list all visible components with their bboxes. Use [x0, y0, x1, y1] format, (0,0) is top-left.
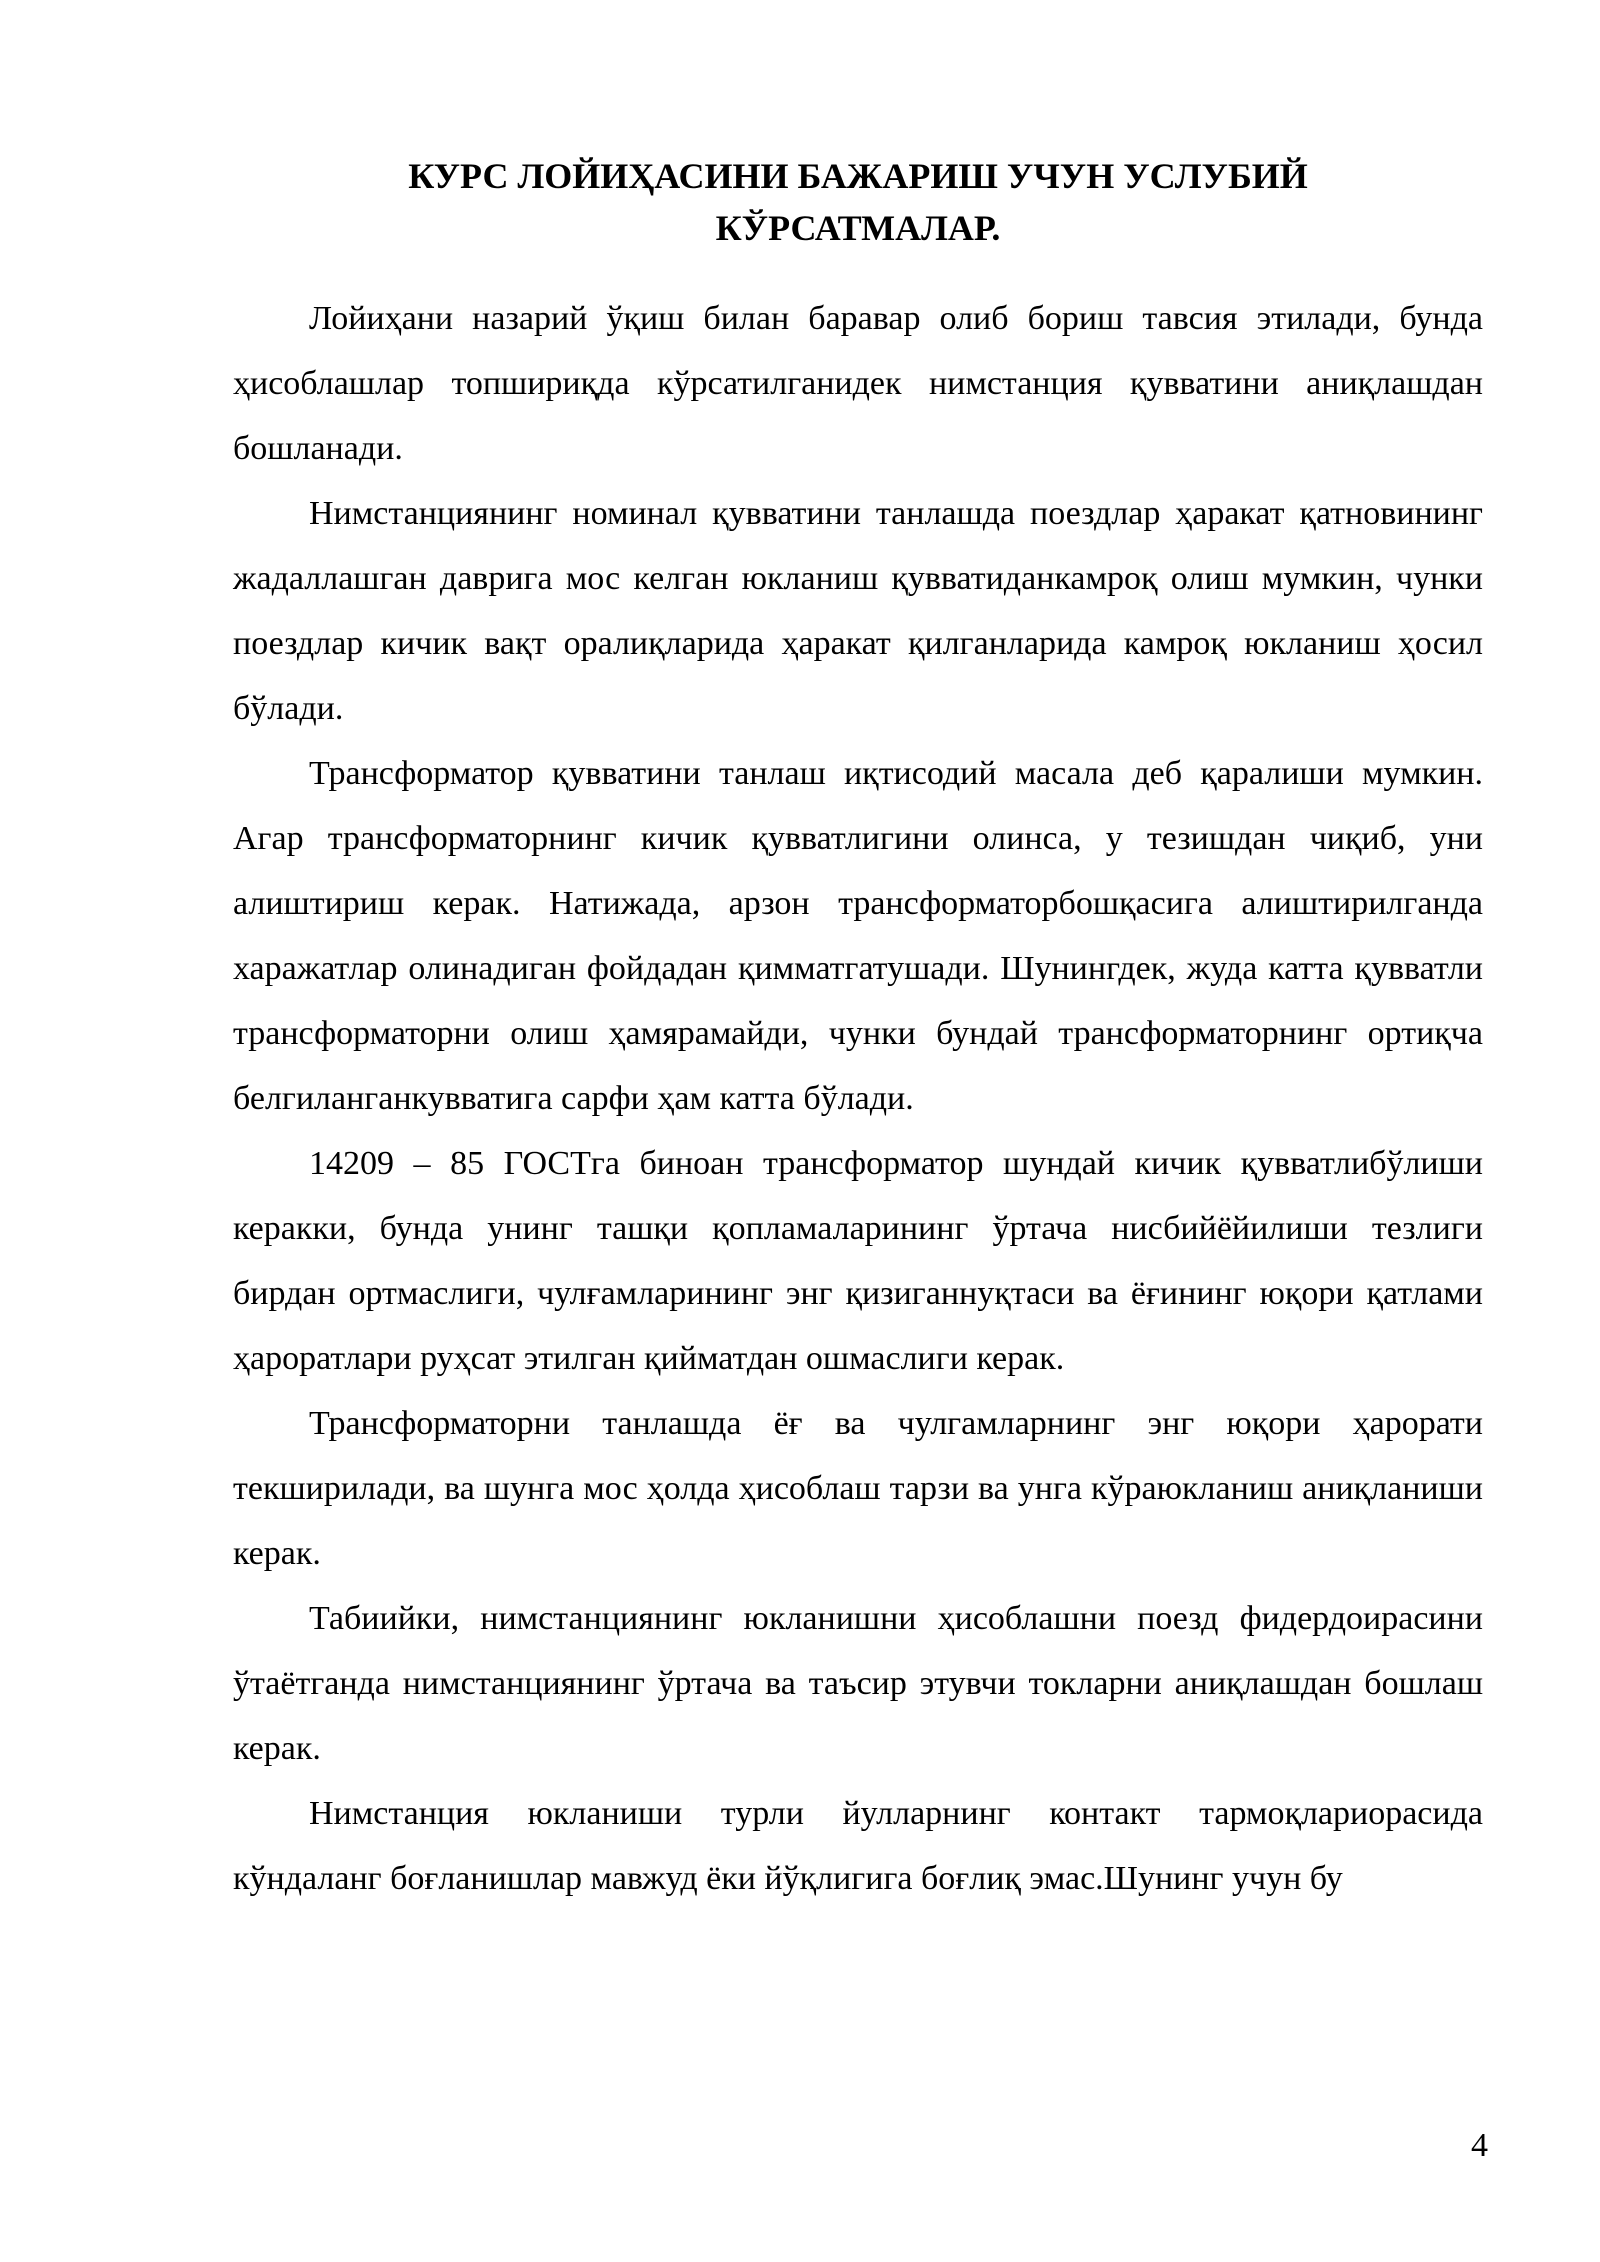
- paragraph-1: Лойиҳани назарий ўқиш билан баравар олиб бориш тавсия этилади, бунда ҳисоблашлар топшириқда кўрсатилганидек нимстанция қувватини аниқлашдан бошланади.: [233, 300, 1483, 467]
- page-number: 4: [1471, 2127, 1488, 2164]
- document-title: [233, 150, 1483, 254]
- paragraph-5: Трансформаторни танлашда ёғ ва чулгамларнинг энг юқори ҳарорати текширилади, ва шунга мос ҳолда ҳисоблаш тарзи ва унга кўраюкланиш аниқланиши керак.: [233, 1405, 1483, 1572]
- document-page: [233, 150, 1483, 1911]
- paragraph-2: Нимстанциянинг номинал қувватини танлашда поездлар ҳаракат қатновининг жадаллашган даврига мос келган юкланиш қувватиданкамроқ олиш мумкин, чунки поездлар кичик вақт оралиқларида ҳаракат қилганларида камроқ юкланиш ҳосил бўлади.: [233, 495, 1483, 727]
- paragraph-6: Табиийки, нимстанциянинг юкланишни ҳисоблашни поезд фидердоирасини ўтаётганда нимстанциянинг ўртача ва таъсир этувчи токларни аниқлашдан бошлаш керак.: [233, 1600, 1483, 1767]
- paragraph-7: Нимстанция юкланиши турли йулларнинг контакт тармоқлариорасида кўндаланг боғланишлар мавжуд ёки йўқлигига боғлиқ эмас.Шунинг учун бу: [233, 1795, 1483, 1897]
- paragraph-3: Трансформатор қувватини танлаш иқтисодий масала деб қаралиши мумкин. Агар трансформаторнинг кичик қувватлигини олинса, у тезишдан чиқиб, уни алиштириш керак. Натижада, арзон трансформаторбошқасига алиштирилганда харажатлар олинадиган фойдадан қимматгатушади. Шунингдек, жуда катта қувватли трансформаторни олиш ҳамярамайди, чунки бундай трансформаторнинг ортиқча белгиланганкувватига сарфи ҳам катта бўлади.: [233, 755, 1483, 1117]
- paragraph-4: 14209 – 85 ГОСТга биноан трансформатор шундай кичик қувватлибўлиши керакки, бунда унинг ташқи қопламаларининг ўртача нисбийёйилиши тезлиги бирдан ортмаслиги, чулғамларининг энг қизиганнуқтаси ва ёғининг юқори қатлами ҳароратлари руҳсат этилган қийматдан ошмаслиги керак.: [233, 1145, 1483, 1377]
- title-line-1: КУРС ЛОЙИҲАСИНИ БАЖАРИШ УЧУН УСЛУБИЙ: [408, 156, 1308, 196]
- title-line-2: КЎРСАТМАЛАР.: [715, 208, 1001, 248]
